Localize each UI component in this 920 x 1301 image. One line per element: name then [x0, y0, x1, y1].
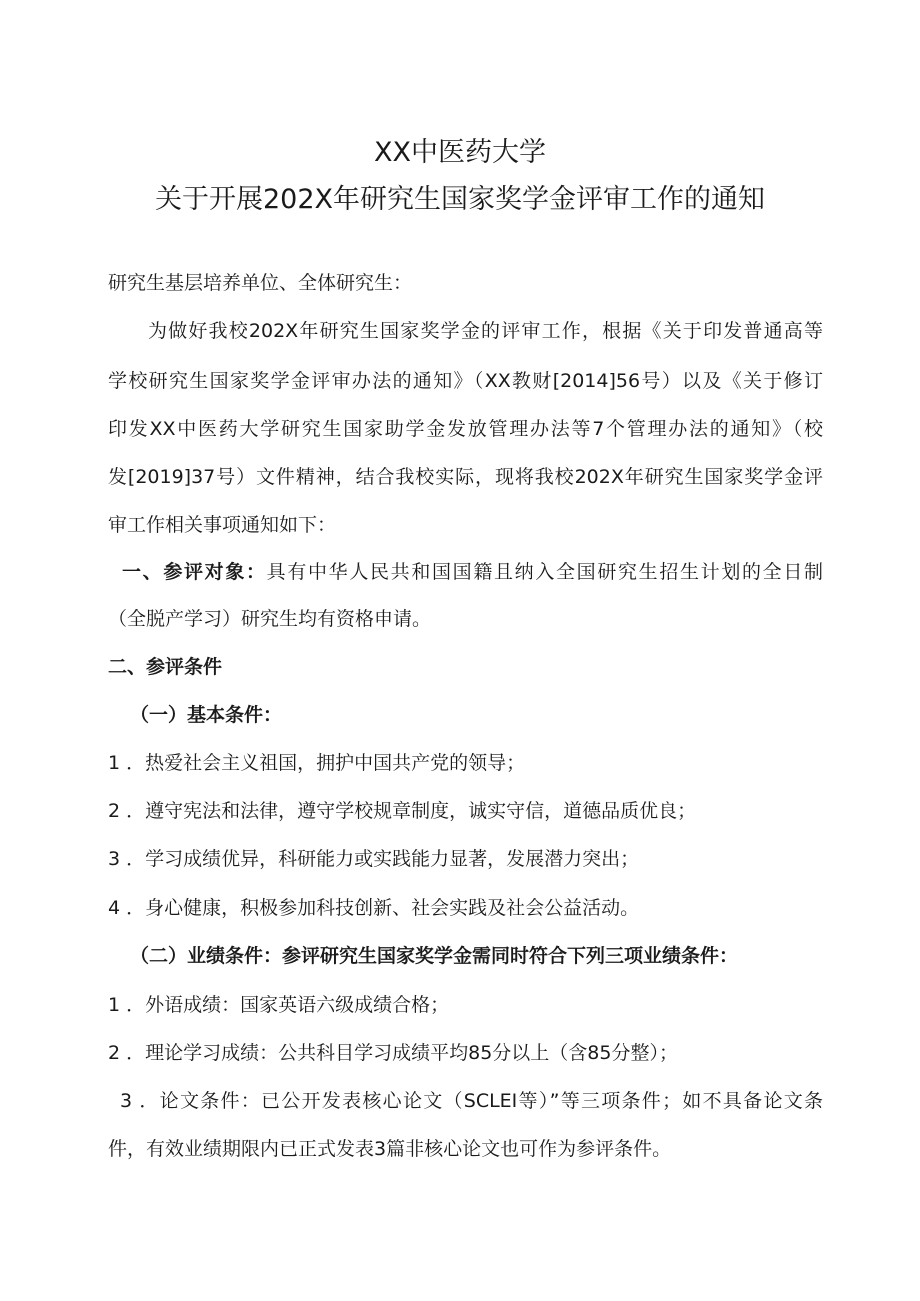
document-title-notice: 关于开展202X年研究生国家奖学金评审工作的通知 [154, 184, 766, 215]
document-title-institution: XX中医药大学 [374, 137, 546, 168]
performance-condition-3-line-2: 件，有效业绩期限内已正式发表3篇非核心论文也可作为参评条件。 [108, 1138, 672, 1160]
intro-line-2: 学校研究生国家奖学金评审办法的通知》（XX教财[2014]56号）以及《关于修订 [108, 370, 823, 392]
performance-condition-2: 2 ．理论学习成绩：公共科目学习成绩平均85分以上（含85分整）； [108, 1042, 678, 1064]
section1-line-1 [122, 557, 823, 587]
basic-condition-1: 1 ．热爱社会主义祖国，拥护中国共产党的领导； [108, 752, 526, 774]
subsection2-heading: （二）业绩条件：参评研究生国家奖学金需同时符合下列三项业绩条件： [130, 945, 739, 967]
performance-condition-1: 1 ．外语成绩：国家英语六级成绩合格； [108, 994, 450, 1016]
intro-line-5: 审工作相关事项通知如下： [108, 514, 337, 536]
intro-line-1: 为做好我校202X年研究生国家奖学金的评审工作，根据《关于印发普通高等 [148, 320, 823, 342]
section2-heading: 二、参评条件 [108, 656, 223, 678]
basic-condition-4: 4 ．身心健康，积极参加科技创新、社会实践及社会公益活动。 [108, 897, 640, 919]
greeting: 研究生基层培养单位、全体研究生： [108, 272, 413, 294]
basic-condition-2: 2 ．遵守宪法和法律，遵守学校规章制度，诚实守信，道德品质优良； [108, 800, 697, 822]
basic-condition-3: 3 ．学习成绩优异，科研能力或实践能力显著，发展潜力突出； [108, 848, 640, 870]
section1-text: 具有中华人民共和国国籍且纳入全国研究生招生计划的全日制 [266, 561, 823, 583]
intro-line-3: 印发XX中医药大学研究生国家助学金发放管理办法等7个管理办法的通知》（校 [108, 418, 823, 440]
subsection1-heading: （一）基本条件： [130, 704, 283, 726]
section1-line-2: （全脱产学习）研究生均有资格申请。 [108, 608, 432, 630]
performance-condition-3-line-1: 3 ．论文条件：已公开发表核心论文（SCLEI等）”等三项条件；如不具备论文条 [120, 1090, 823, 1112]
intro-line-4: 发[2019]37号）文件精神，结合我校实际，现将我校202X年研究生国家奖学金评 [108, 466, 823, 488]
section1-heading: 一、参评对象： [122, 561, 267, 583]
